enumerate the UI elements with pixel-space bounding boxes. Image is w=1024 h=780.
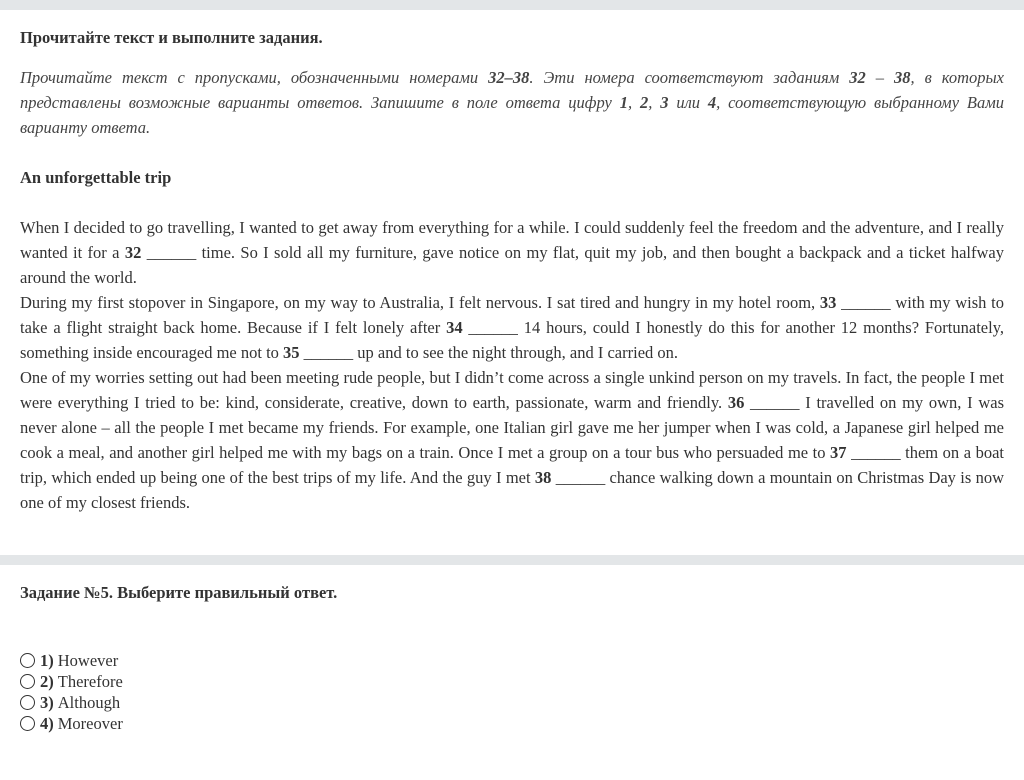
task-heading: Прочитайте текст и выполните задания.: [20, 28, 323, 47]
paragraph-2: During my first stopover in Singapore, on my way to Australia, I felt nervous. I sat tired and hungry in my hotel room, 33 ______ with my wish to take a flight straight back home. Because if I felt lonely after 34 ______ 14 hours, could I honestly do this for another 12 months? Fortunately, something inside encouraged me not to 35 ______ up and to see the night through, and I carried on.: [20, 293, 1005, 362]
text-title: An unforgettable trip: [20, 168, 172, 187]
radio-button[interactable]: [20, 716, 35, 731]
option-number: 4): [40, 713, 54, 733]
answer-options: [20, 650, 123, 734]
option-label: Although: [57, 692, 121, 712]
answer-option-1[interactable]: [20, 650, 123, 671]
gap-36: 36: [727, 393, 745, 412]
top-divider-band: [0, 0, 1024, 10]
gap-35: 35: [283, 343, 300, 362]
radio-button[interactable]: [20, 653, 35, 668]
option-number: 1): [40, 650, 54, 670]
gap-33: 33: [819, 293, 837, 312]
gap-37: 37: [830, 443, 847, 462]
radio-button[interactable]: [20, 674, 35, 689]
radio-button[interactable]: [20, 695, 35, 710]
gap-34: 34: [446, 318, 463, 337]
paragraph-1: When I decided to go travelling, I wanted to get away from everything for a while. I could suddenly feel the freedom and the adventure, and I really wanted it for a 32 ______ time. So I sold all my furniture, gave notice on my flat, quit my job, and then bought a backpack and a ticket halfway around the world.: [20, 218, 1004, 287]
section-divider-band: [0, 555, 1024, 565]
paragraph-3: One of my worries setting out had been meeting rude people, but I didn’t come across a single unkind person on my travels. In fact, the people I met were everything I tried to be: kind, considerate, creative, down to earth, passionate, warm and friendly. 36 ______ I travelled on my own, I was never alone – all the people I met became my friends. For example, one Italian girl gave me her jumper when I was cold, a Japanese girl helped me cook a meal, and another girl helped me with my bags on a train. Once I met a group on a tour bus who persuaded me to 37 ______ them on a boat trip, which ended up being one of the best trips of my life. And the guy I met 38 ______ chance walking down a mountain on Christmas Day is now one of my closest friends.: [20, 368, 1004, 512]
option-label: Moreover: [57, 713, 123, 733]
instruction-text: Прочитайте текст с пропусками, обозначенными номерами 32–38. Эти номера соответствуют заданиям 32 – 38, в которых представлены возможные варианты ответов. Запишите в поле ответа цифру 1, 2, 3 или 4, соответствующую выбранному Вами варианту ответа.: [20, 68, 1005, 137]
gap-32: 32: [124, 243, 142, 262]
option-number: 2): [40, 671, 54, 691]
question-heading: Задание №5. Выберите правильный ответ.: [20, 583, 338, 602]
gap-38: 38: [534, 468, 552, 487]
option-label: However: [57, 650, 119, 670]
reading-text: [20, 215, 1004, 515]
answer-option-3[interactable]: [20, 692, 123, 713]
option-number: 3): [40, 692, 54, 712]
option-label: Therefore: [57, 671, 123, 691]
answer-option-2[interactable]: [20, 671, 123, 692]
answer-option-4[interactable]: [20, 713, 123, 734]
